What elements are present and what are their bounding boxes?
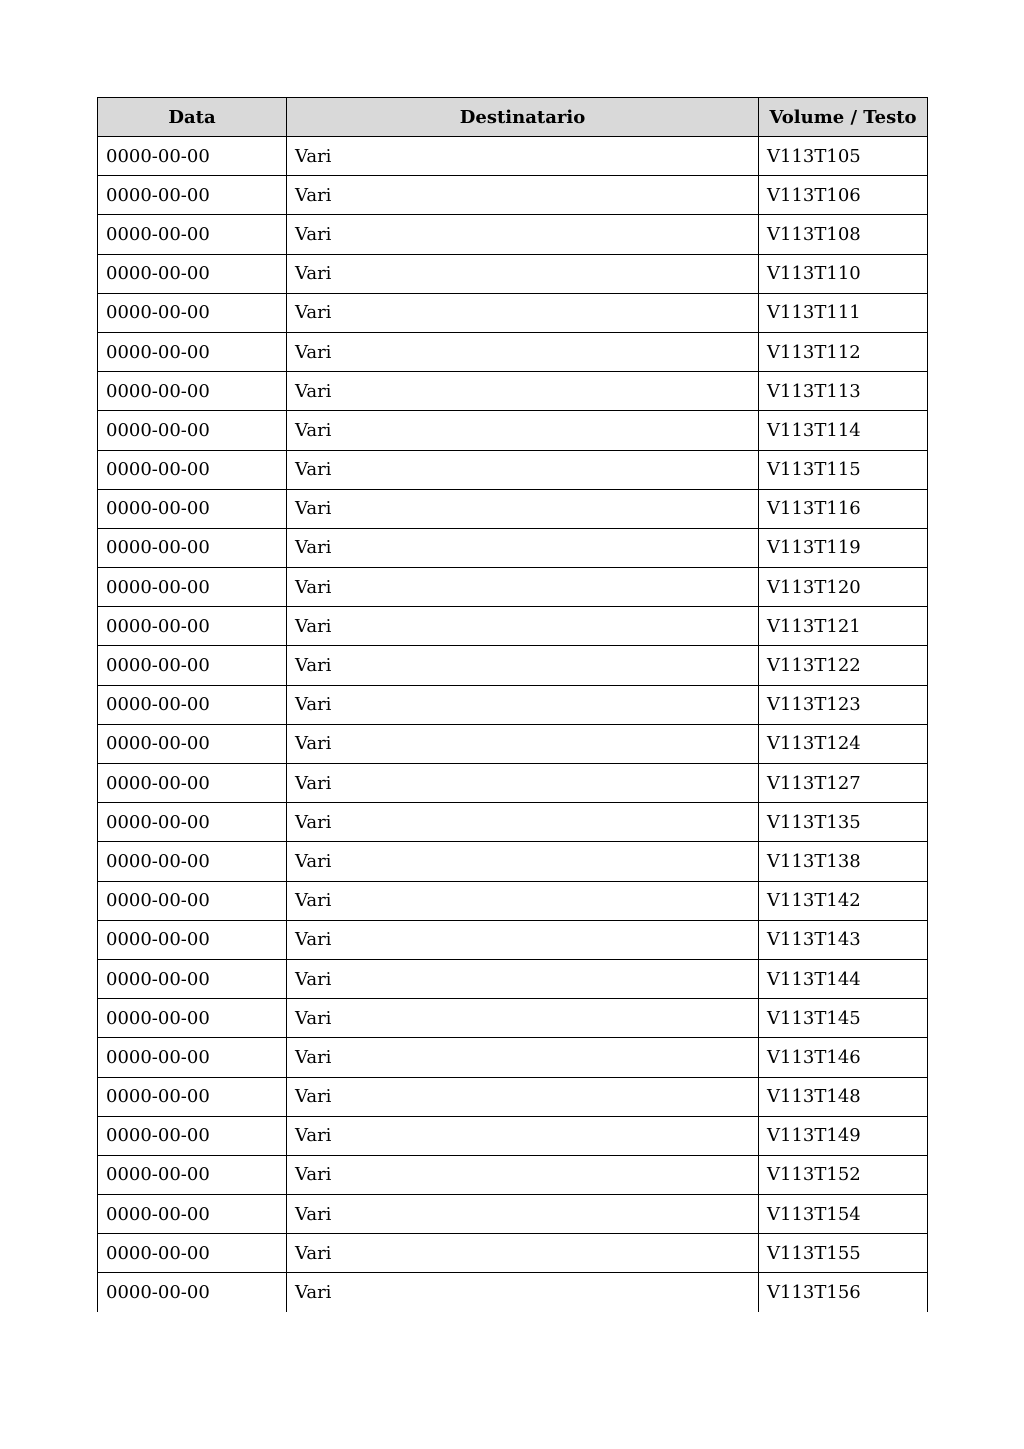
table-row [98,489,928,528]
cell-date: 0000-00-00 [98,411,287,450]
cell-volume-text: V113T113 [759,372,928,411]
cell-date: 0000-00-00 [98,842,287,881]
header-volume-text: Volume / Testo [759,98,928,137]
table-row [98,920,928,959]
cell-date: 0000-00-00 [98,959,287,998]
cell-recipient: Vari [287,1077,759,1116]
table-row [98,1116,928,1155]
cell-recipient: Vari [287,959,759,998]
table-row [98,764,928,803]
table-row [98,254,928,293]
cell-recipient: Vari [287,528,759,567]
cell-date: 0000-00-00 [98,1195,287,1234]
cell-date: 0000-00-00 [98,568,287,607]
table-row [98,1234,928,1273]
cell-volume-text: V113T122 [759,646,928,685]
cell-volume-text: V113T142 [759,881,928,920]
table-body [98,137,928,1313]
table-row [98,685,928,724]
table-row [98,1077,928,1116]
cell-date: 0000-00-00 [98,254,287,293]
cell-recipient: Vari [287,764,759,803]
cell-date: 0000-00-00 [98,646,287,685]
cell-volume-text: V113T127 [759,764,928,803]
cell-date: 0000-00-00 [98,1038,287,1077]
table-row [98,528,928,567]
table-header [98,98,928,137]
cell-recipient: Vari [287,1234,759,1273]
cell-volume-text: V113T106 [759,176,928,215]
cell-volume-text: V113T121 [759,607,928,646]
table-row [98,450,928,489]
cell-recipient: Vari [287,646,759,685]
cell-volume-text: V113T123 [759,685,928,724]
cell-date: 0000-00-00 [98,1116,287,1155]
table-row [98,646,928,685]
cell-volume-text: V113T112 [759,332,928,371]
cell-date: 0000-00-00 [98,999,287,1038]
cell-recipient: Vari [287,881,759,920]
cell-volume-text: V113T119 [759,528,928,567]
table-row [98,411,928,450]
cell-volume-text: V113T120 [759,568,928,607]
cell-recipient: Vari [287,1155,759,1194]
cell-volume-text: V113T115 [759,450,928,489]
table-row [98,372,928,411]
table-row [98,332,928,371]
cell-date: 0000-00-00 [98,1155,287,1194]
table-row [98,1273,928,1312]
cell-recipient: Vari [287,842,759,881]
cell-date: 0000-00-00 [98,528,287,567]
cell-recipient: Vari [287,568,759,607]
cell-date: 0000-00-00 [98,137,287,176]
cell-volume-text: V113T108 [759,215,928,254]
cell-recipient: Vari [287,215,759,254]
table-row [98,999,928,1038]
cell-recipient: Vari [287,803,759,842]
cell-volume-text: V113T110 [759,254,928,293]
cell-volume-text: V113T152 [759,1155,928,1194]
cell-recipient: Vari [287,920,759,959]
cell-date: 0000-00-00 [98,176,287,215]
cell-recipient: Vari [287,1273,759,1312]
cell-volume-text: V113T114 [759,411,928,450]
letters-table [97,97,928,1312]
cell-date: 0000-00-00 [98,764,287,803]
cell-volume-text: V113T149 [759,1116,928,1155]
cell-recipient: Vari [287,254,759,293]
cell-date: 0000-00-00 [98,332,287,371]
cell-date: 0000-00-00 [98,1234,287,1273]
header-recipient: Destinatario [287,98,759,137]
cell-date: 0000-00-00 [98,450,287,489]
table-row [98,215,928,254]
cell-recipient: Vari [287,489,759,528]
cell-date: 0000-00-00 [98,803,287,842]
cell-recipient: Vari [287,724,759,763]
cell-date: 0000-00-00 [98,607,287,646]
table-row [98,842,928,881]
cell-date: 0000-00-00 [98,293,287,332]
table-row [98,1155,928,1194]
cell-recipient: Vari [287,176,759,215]
cell-date: 0000-00-00 [98,489,287,528]
cell-volume-text: V113T116 [759,489,928,528]
table-row [98,803,928,842]
table-row [98,607,928,646]
cell-volume-text: V113T143 [759,920,928,959]
header-date: Data [98,98,287,137]
header-row [98,98,928,137]
cell-date: 0000-00-00 [98,215,287,254]
cell-recipient: Vari [287,137,759,176]
cell-volume-text: V113T111 [759,293,928,332]
cell-volume-text: V113T154 [759,1195,928,1234]
cell-recipient: Vari [287,1116,759,1155]
cell-volume-text: V113T105 [759,137,928,176]
cell-recipient: Vari [287,999,759,1038]
table-row [98,293,928,332]
table-row [98,724,928,763]
cell-recipient: Vari [287,293,759,332]
table-row [98,568,928,607]
cell-volume-text: V113T135 [759,803,928,842]
cell-date: 0000-00-00 [98,920,287,959]
cell-date: 0000-00-00 [98,724,287,763]
table-row [98,1038,928,1077]
table-row [98,1195,928,1234]
cell-volume-text: V113T138 [759,842,928,881]
cell-volume-text: V113T124 [759,724,928,763]
table-row [98,137,928,176]
cell-volume-text: V113T146 [759,1038,928,1077]
cell-volume-text: V113T155 [759,1234,928,1273]
cell-recipient: Vari [287,1038,759,1077]
cell-recipient: Vari [287,1195,759,1234]
table-row [98,176,928,215]
cell-recipient: Vari [287,332,759,371]
cell-volume-text: V113T144 [759,959,928,998]
cell-recipient: Vari [287,607,759,646]
cell-recipient: Vari [287,411,759,450]
cell-date: 0000-00-00 [98,881,287,920]
cell-date: 0000-00-00 [98,1273,287,1312]
cell-volume-text: V113T156 [759,1273,928,1312]
cell-date: 0000-00-00 [98,372,287,411]
cell-recipient: Vari [287,685,759,724]
cell-recipient: Vari [287,450,759,489]
cell-date: 0000-00-00 [98,1077,287,1116]
cell-recipient: Vari [287,372,759,411]
cell-volume-text: V113T145 [759,999,928,1038]
cell-date: 0000-00-00 [98,685,287,724]
cell-volume-text: V113T148 [759,1077,928,1116]
table-row [98,881,928,920]
table-row [98,959,928,998]
